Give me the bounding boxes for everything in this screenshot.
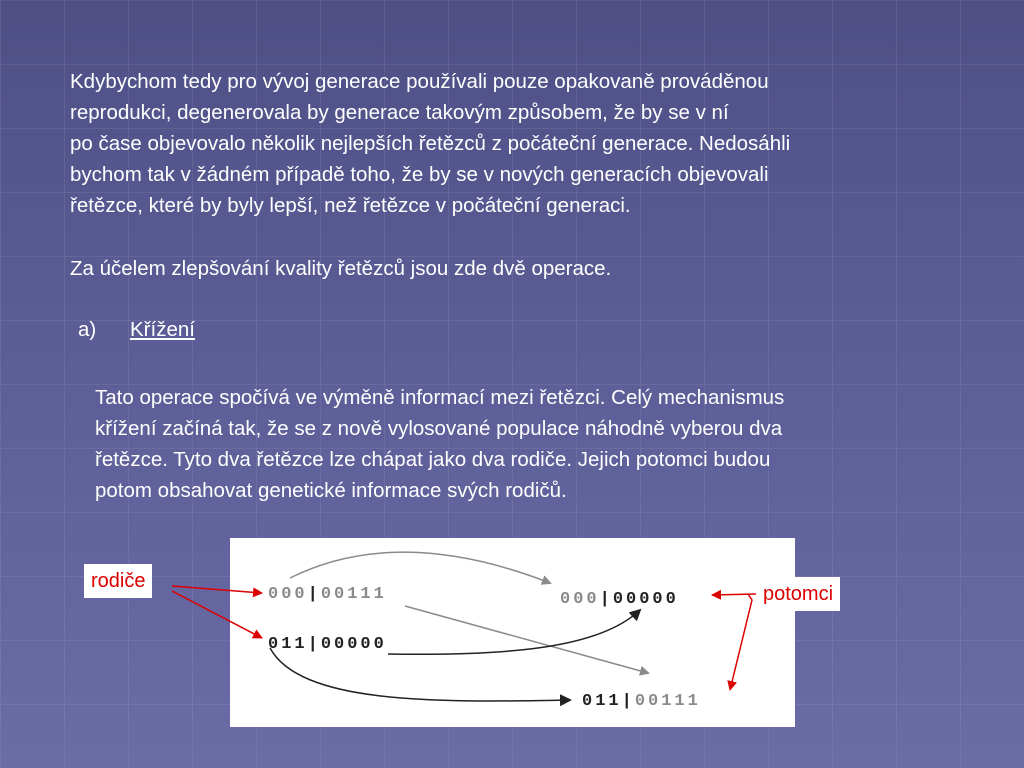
parents-callout-label: rodiče (84, 564, 152, 598)
crossover-diagram (230, 538, 795, 727)
intro-line-2: reprodukci, degenerovala by generace takovým způsobem, že by se v ní (70, 101, 729, 124)
child2-head: 011 (582, 692, 622, 711)
crossover-line-2: křížení začíná tak, že se z nově vylosované populace náhodně vyberou dva (95, 417, 783, 440)
child2-string (582, 692, 701, 711)
child1-head: 000 (560, 590, 600, 609)
list-marker: a) (78, 318, 97, 341)
crossover-diagram-svg (230, 538, 795, 727)
intro-line-4: bychom tak v žádném případě toho, že by se v nových generacích objevovali (70, 163, 769, 186)
parent1-tail: 00111 (320, 585, 387, 604)
arrow-parent1-head-to-child1 (290, 552, 550, 583)
crossover-line-4: potom obsahovat genetické informace svých rodičů. (95, 479, 567, 502)
crossover-paragraph (95, 382, 1005, 506)
arrow-parent1-tail-to-child2 (405, 606, 648, 673)
intro-paragraph (70, 66, 1010, 221)
child2-separator: | (621, 692, 635, 711)
parent2-tail: 00000 (320, 635, 387, 654)
crossover-line-1: Tato operace spočívá ve výměně informací mezi řetězci. Celý mechanismus (95, 386, 785, 409)
parent2-string (268, 635, 387, 654)
parent1-string (268, 585, 387, 604)
arrow-parent2-tail-to-child1 (388, 610, 640, 654)
parent1-separator: | (307, 585, 321, 604)
intro-line-3: po čase objevovalo několik nejlepších řetězců z počáteční generace. Nedosáhli (70, 132, 791, 155)
child1-string (560, 590, 679, 609)
list-item-crossover (78, 314, 195, 345)
child2-tail: 00111 (634, 692, 701, 711)
crossover-heading-link[interactable]: Křížení (130, 318, 195, 341)
operations-sentence: Za účelem zlepšování kvality řetězců jsou zde dvě operace. (70, 257, 612, 280)
intro-line-1: Kdybychom tedy pro vývoj generace používali pouze opakovaně prováděnou (70, 70, 769, 93)
arrow-parent2-head-to-child2 (270, 648, 570, 701)
offspring-callout-label: potomci (756, 577, 840, 611)
parent1-head: 000 (268, 585, 308, 604)
parent2-head: 011 (268, 635, 308, 654)
crossover-line-3: řetězce. Tyto dva řetězce lze chápat jako dva rodiče. Jejich potomci budou (95, 448, 771, 471)
child1-separator: | (599, 590, 613, 609)
child1-tail: 00000 (612, 590, 679, 609)
intro-line-5: řetězce, které by byly lepší, než řetězce v počáteční generaci. (70, 194, 631, 217)
parent2-separator: | (307, 635, 321, 654)
